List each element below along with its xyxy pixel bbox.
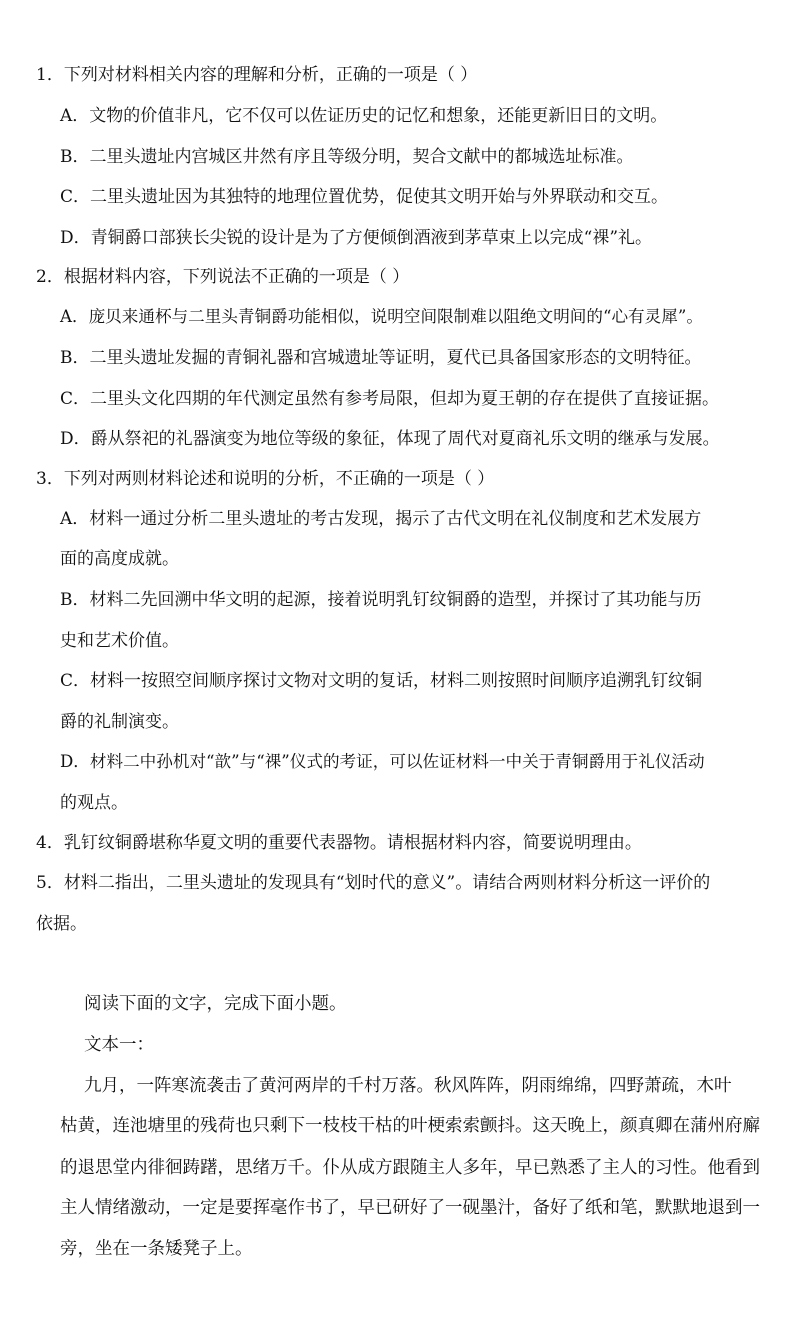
reading-paragraph-line: 的退思堂内徘徊踌躇，思绪万千。仆从成方跟随主人多年，早已熟悉了主人的习性。他看到 <box>60 1158 760 1178</box>
question-1-option-d: D．青铜爵口部狭长尖锐的设计是为了方便倾倒酒液到茅草束上以完成“祼”礼。 <box>60 228 653 248</box>
question-3-option-c: C．材料一按照空间顺序探讨文物对文明的复话，材料二则按照时间顺序追溯乳钉纹铜 <box>60 671 703 691</box>
question-3-option-a: A．材料一通过分析二里头遗址的考古发现，揭示了古代文明在礼仪制度和艺术发展方 <box>60 509 702 529</box>
question-1-option-b: B．二里头遗址内宫城区井然有序且等级分明，契合文献中的都城选址标准。 <box>60 147 634 167</box>
question-4-stem: 4．乳钉纹铜爵堪称华夏文明的重要代表器物。请根据材料内容，简要说明理由。 <box>36 833 642 853</box>
question-2-option-a: A．庞贝来通杯与二里头青铜爵功能相似，说明空间限制难以阻绝文明间的“心有灵犀”。 <box>60 307 703 326</box>
question-2-option-c: C．二里头文化四期的年代测定虽然有参考局限，但却为夏王朝的存在提供了直接证据。 <box>60 389 720 409</box>
question-3-option-d: D．材料二中孙机对“歆”与“祼”仪式的考证，可以佐证材料一中关于青铜爵用于礼仪活动 <box>60 752 705 771</box>
reading-text-title: 文本一： <box>84 1035 154 1055</box>
question-3-option-b-cont: 史和艺术价值。 <box>60 631 179 651</box>
question-3-option-c-cont: 爵的礼制演变。 <box>60 712 179 732</box>
question-3-option-a-cont: 面的高度成就。 <box>60 549 179 569</box>
reading-paragraph-line: 旁，坐在一条矮凳子上。 <box>60 1239 253 1259</box>
reading-paragraph-line: 枯黄，连池塘里的残荷也只剩下一枝枝干枯的叶梗索索颤抖。这天晚上，颜真卿在蒲州府廨 <box>60 1116 760 1136</box>
question-2-option-b: B．二里头遗址发掘的青铜礼器和宫城遗址等证明，夏代已具备国家形态的文明特征。 <box>60 348 702 368</box>
reading-paragraph-line: 九月，一阵寒流袭击了黄河两岸的千村万落。秋风阵阵，阴雨绵绵，四野萧疏，木叶 <box>84 1076 732 1096</box>
reading-intro: 阅读下面的文字，完成下面小题。 <box>84 994 347 1014</box>
reading-paragraph-line: 主人情绪激动，一定是要挥毫作书了，早已研好了一砚墨汁，备好了纸和笔，默默地退到一 <box>60 1198 760 1218</box>
question-5-stem-cont: 依据。 <box>36 914 87 934</box>
question-2-option-d: D．爵从祭祀的礼器演变为地位等级的象征，体现了周代对夏商礼乐文明的继承与发展。 <box>60 429 720 449</box>
question-3-option-b: B．材料二先回溯中华文明的起源，接着说明乳钉纹铜爵的造型，并探讨了其功能与历 <box>60 590 702 610</box>
question-3-stem: 3．下列对两则材料论述和说明的分析，不正确的一项是（ ） <box>36 469 495 489</box>
question-3-option-d-cont: 的观点。 <box>60 793 128 813</box>
question-5-stem: 5．材料二指出，二里头遗址的发现具有“划时代的意义”。请结合两则材料分析这一评价的 <box>36 873 711 893</box>
question-2-stem: 2．根据材料内容，下列说法不正确的一项是（ ） <box>36 267 410 287</box>
question-1-option-a: A．文物的价值非凡，它不仅可以佐证历史的记忆和想象，还能更新旧日的文明。 <box>60 106 668 126</box>
question-1-option-c: C．二里头遗址因为其独特的地理位置优势，促使其文明开始与外界联动和交互。 <box>60 187 669 207</box>
question-1-stem: 1．下列对材料相关内容的理解和分析，正确的一项是（ ） <box>36 65 478 85</box>
